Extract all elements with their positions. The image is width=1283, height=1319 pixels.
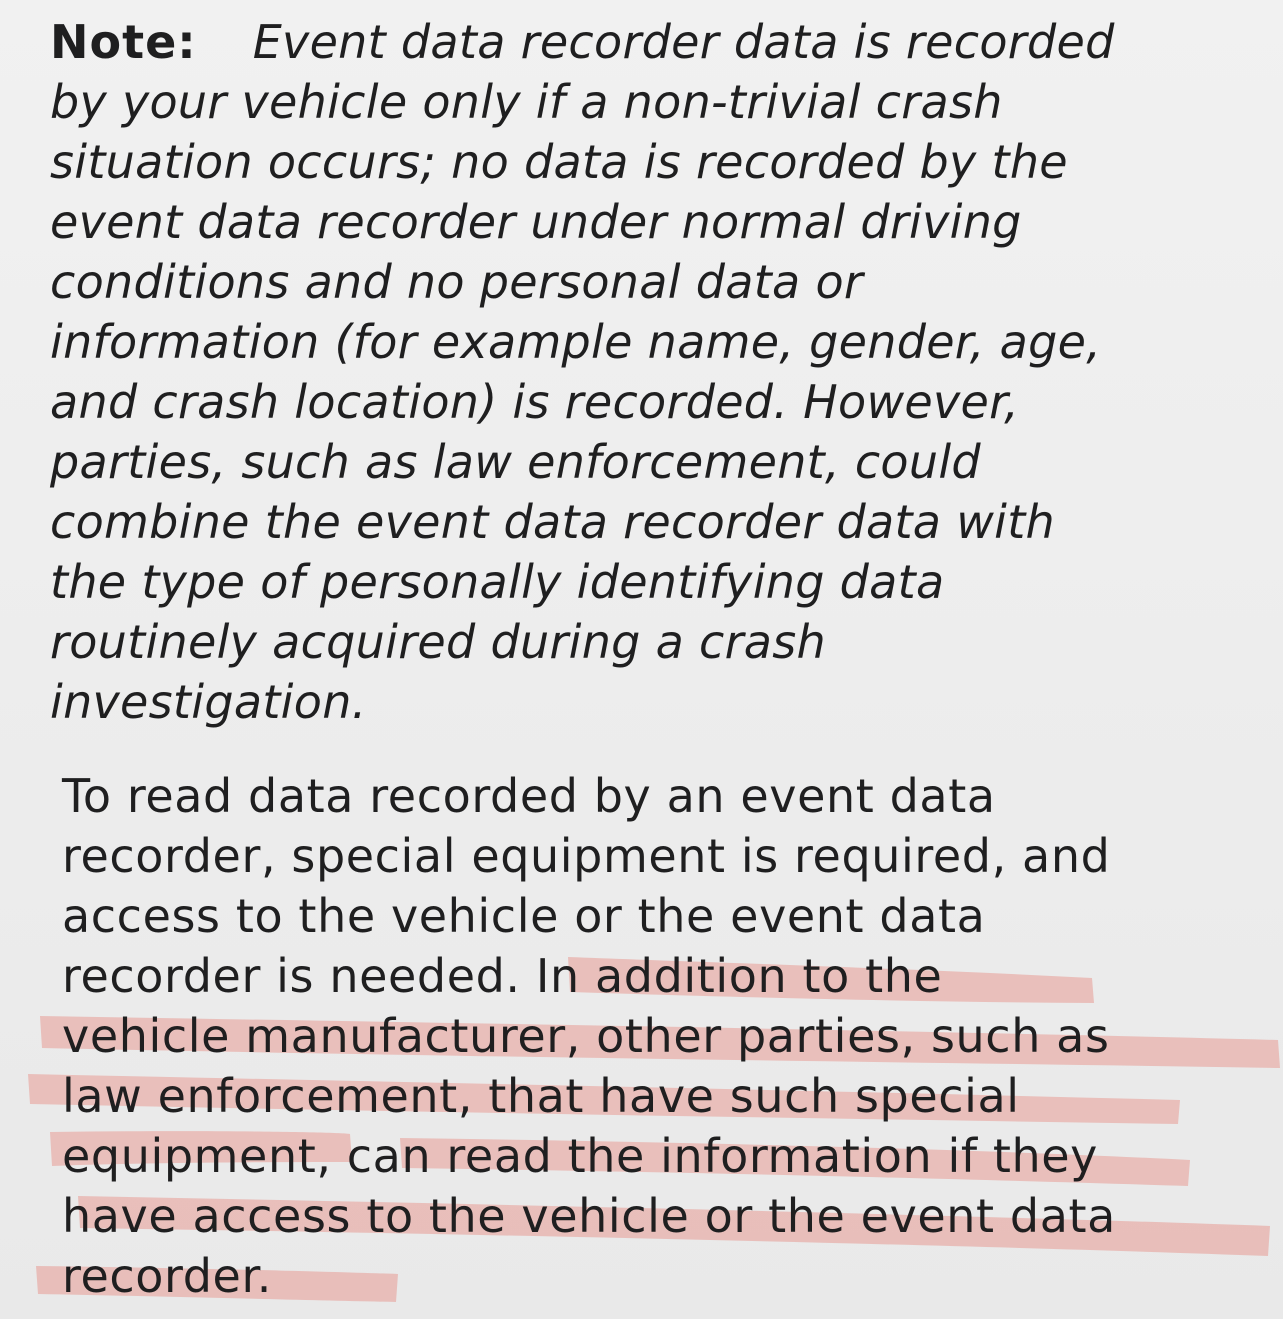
body-line-2: recorder, special equipment is required, and [62, 829, 1111, 883]
note-line-7: and crash location) is recorded. However, [50, 375, 1020, 429]
body-line-3: access to the vehicle or the event data [62, 889, 986, 943]
body-line-7: equipment, can read the information if they [62, 1129, 1098, 1183]
note-line-4: event data recorder under normal driving [50, 195, 1022, 249]
note-line-11: routinely acquired during a crash [50, 615, 826, 669]
note-line-12: investigation. [50, 675, 367, 729]
body-line-4: recorder is needed. In addition to the [62, 949, 943, 1003]
note-line-5: conditions and no personal data or [50, 255, 864, 309]
note-line-1: Note: Event data recorder data is recorded [50, 15, 1115, 69]
note-line-3: situation occurs; no data is recorded by the [50, 135, 1068, 189]
note-line-6: information (for example name, gender, age, [50, 315, 1102, 369]
body-line-1: To read data recorded by an event data [62, 769, 996, 823]
body-line-9: recorder. [62, 1249, 272, 1303]
note-line-9: combine the event data recorder data with [50, 495, 1056, 549]
note-line-10: the type of personally identifying data [50, 555, 945, 609]
body-line-8: have access to the vehicle or the event data [62, 1189, 1116, 1243]
body-line-6: law enforcement, that have such special [62, 1069, 1020, 1123]
body-line-5: vehicle manufacturer, other parties, such as [62, 1009, 1110, 1063]
note-line-8: parties, such as law enforcement, could [50, 435, 981, 489]
note-line-2: by your vehicle only if a non-trivial crash [50, 75, 1003, 129]
note-label: Note: [50, 15, 197, 69]
